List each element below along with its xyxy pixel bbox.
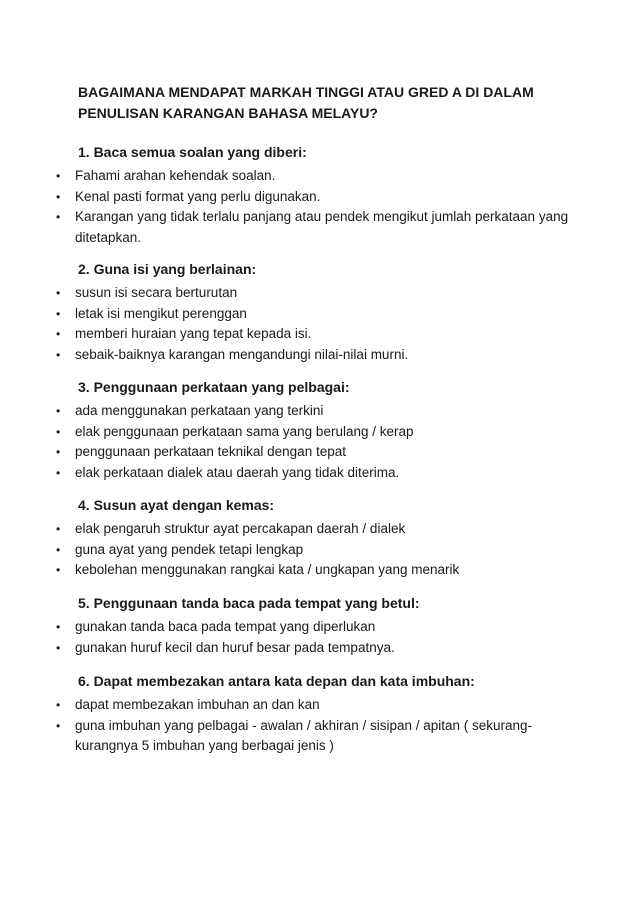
bullet-icon: • — [56, 542, 61, 557]
section-heading: 2. Guna isi yang berlainan: — [78, 261, 257, 277]
bullet-list — [0, 166, 638, 248]
section-heading: 6. Dapat membezakan antara kata depan dan kata imbuhan: — [78, 673, 475, 689]
document-title: BAGAIMANA MENDAPAT MARKAH TINGGI ATAU GRED A DI DALAM PENULISAN KARANGAN BAHASA MELAYU? — [78, 84, 534, 121]
bullet-icon: • — [56, 445, 61, 459]
list-item-text: sebaik-baiknya karangan mengandungi nilai-nilai murni. — [75, 346, 409, 362]
bullet-icon: • — [56, 424, 61, 439]
bullet-icon: • — [56, 404, 61, 418]
list-item-text: elak pengaruh struktur ayat percakapan daerah / dialek — [75, 521, 406, 536]
section-6 — [0, 672, 638, 757]
list-item — [0, 540, 638, 561]
section-heading: 5. Penggunaan tanda baca pada tempat yang betul: — [78, 595, 420, 611]
bullet-icon: • — [56, 522, 61, 536]
list-item — [0, 207, 638, 248]
bullet-icon: • — [56, 698, 61, 712]
list-item — [0, 617, 638, 638]
list-item — [0, 401, 638, 422]
list-item — [0, 283, 638, 304]
list-item-text: elak perkataan dialek atau daerah yang tidak diterima. — [75, 464, 400, 480]
list-item-text: Fahami arahan kehendak soalan. — [75, 168, 276, 183]
section-1 — [0, 143, 638, 248]
list-item-text: penggunaan perkataan teknikal dengan tepat — [75, 444, 346, 459]
list-item-text: Karangan yang tidak terlalu panjang atau pendek mengikut jumlah perkataan yang ditetapkan. — [75, 209, 569, 245]
list-item-text: gunakan tanda baca pada tempat yang diperlukan — [75, 619, 376, 634]
list-item-text: guna imbuhan yang pelbagai - awalan / akhiran / sisipan / apitan ( sekurang-kurangnya 5 imbuhan yang berbagai jenis ) — [75, 717, 533, 753]
bullet-icon: • — [56, 620, 61, 634]
bullet-list — [0, 283, 638, 365]
bullet-icon: • — [56, 563, 61, 577]
list-item-text: dapat membezakan imbuhan an dan kan — [75, 697, 320, 712]
list-item — [0, 695, 638, 716]
bullet-icon: • — [56, 169, 61, 183]
section-heading: 4. Susun ayat dengan kemas: — [78, 497, 275, 513]
bullet-icon: • — [56, 718, 61, 733]
list-item-text: kebolehan menggunakan rangkai kata / ungkapan yang menarik — [75, 562, 460, 577]
bullet-icon: • — [56, 640, 61, 655]
bullet-list — [0, 617, 638, 658]
bullet-icon: • — [56, 306, 61, 321]
list-item — [0, 166, 638, 187]
bullet-icon: • — [56, 465, 61, 480]
list-item — [0, 304, 638, 325]
bullet-icon: • — [56, 189, 61, 204]
list-item-text: Kenal pasti format yang perlu digunakan. — [75, 188, 321, 204]
bullet-list — [0, 519, 638, 581]
list-item-text: guna ayat yang pendek tetapi lengkap — [75, 541, 304, 557]
bullet-list — [0, 695, 638, 757]
list-item-text: ada menggunakan perkataan yang terkini — [75, 403, 324, 418]
section-5 — [0, 594, 638, 658]
bullet-list — [0, 401, 638, 483]
list-item-text: susun isi secara berturutan — [75, 285, 238, 300]
bullet-icon: • — [56, 210, 61, 224]
list-item — [0, 187, 638, 208]
list-item — [0, 560, 638, 581]
section-4 — [0, 496, 638, 581]
list-item — [0, 422, 638, 443]
section-3 — [0, 378, 638, 483]
list-item — [0, 519, 638, 540]
list-item — [0, 324, 638, 345]
bullet-icon: • — [56, 286, 61, 300]
list-item — [0, 345, 638, 366]
bullet-icon: • — [56, 347, 61, 362]
section-2 — [0, 260, 638, 365]
bullet-icon: • — [56, 327, 61, 341]
list-item-text: elak penggunaan perkataan sama yang berulang / kerap — [75, 423, 414, 439]
list-item-text: memberi huraian yang tepat kepada isi. — [75, 326, 312, 341]
list-item-text: gunakan huruf kecil dan huruf besar pada tempatnya. — [75, 639, 395, 655]
list-item — [0, 638, 638, 659]
section-heading: 3. Penggunaan perkataan yang pelbagai: — [78, 379, 350, 395]
list-item-text: letak isi mengikut perenggan — [75, 305, 247, 321]
list-item — [0, 716, 638, 757]
list-item — [0, 442, 638, 463]
section-heading: 1. Baca semua soalan yang diberi: — [78, 144, 307, 160]
list-item — [0, 463, 638, 484]
